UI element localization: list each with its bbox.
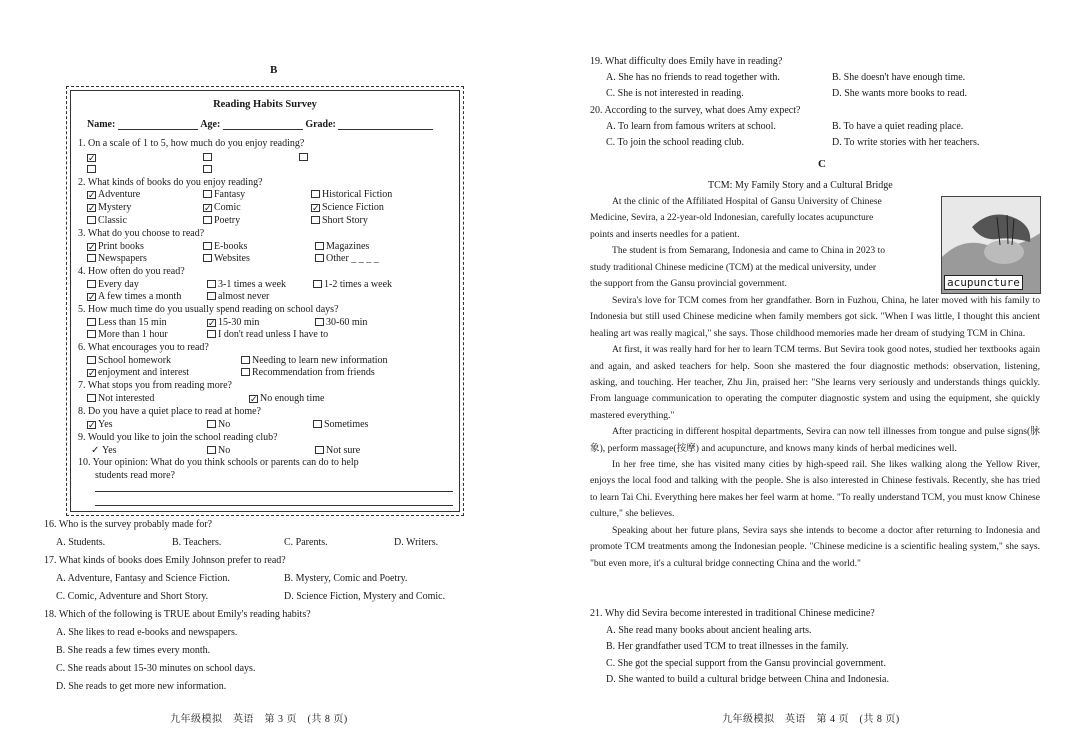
para3: Sevira's love for TCM comes from her grandfather. Born in Fuzhou, China, he later moved with his family to Indonesia but still used Chinese medicine when family members got sick. "When I was little, I thought this ancient healing art was really magical," she says. Those childhood memories made her dream of studying TCM in China. xyxy=(590,295,1040,339)
survey-q3: 3. What do you choose to read? xyxy=(78,228,205,239)
checkbox-icon xyxy=(311,216,320,224)
age-field xyxy=(223,120,303,130)
checkbox-icon xyxy=(203,153,212,161)
q9-not-sure: Not sure xyxy=(315,445,360,456)
q9-no: No xyxy=(207,445,230,456)
checkbox-icon xyxy=(87,318,96,326)
q18-option-c: C. She reads about 15-30 minutes on school days. xyxy=(56,663,256,674)
q18-option-d: D. She reads to get more new information. xyxy=(56,681,227,692)
q20-stem: 20. According to the survey, what does Amy expect? xyxy=(590,105,801,116)
name-label: Name: xyxy=(87,119,116,130)
q2-poetry: Poetry xyxy=(203,215,240,226)
checkmark-icon: ✓ xyxy=(91,445,100,456)
para4: At first, it was really hard for her to learn TCM terms. But Sevira took good notes, studied her textbooks again and again, and asked teachers for help. Soon she mastered the four diagnostic methods: observation, listening, asking, and touching. Her teacher, Zhu Jin, praised her: "She learns very seriously and understands things quickly. From language communication to operating the computer diagnostic system and using the equipment, she quickly mastered everything." xyxy=(590,344,1040,421)
q8-no: No xyxy=(207,419,230,430)
passage-title: TCM: My Family Story and a Cultural Bridge xyxy=(708,180,893,191)
q1-box-1 xyxy=(87,152,98,163)
checkbox-icon xyxy=(299,153,308,161)
checkbox-icon xyxy=(315,242,324,250)
q5-more-1h: More than 1 hour xyxy=(87,329,168,340)
acupuncture-caption: acupuncture xyxy=(944,275,1023,290)
q20-option-c: C. To join the school reading club. xyxy=(606,137,744,148)
q3-other: Other _ _ _ _ xyxy=(315,253,379,264)
q1-box-3 xyxy=(299,152,310,163)
q21-option-a: A. She read many books about ancient healing arts. xyxy=(606,625,812,636)
grade-label: Grade: xyxy=(305,119,336,130)
page-footer-4: 九年级模拟 英语 第 4 页 (共 8 页) xyxy=(722,714,900,725)
checkbox-icon xyxy=(87,280,96,288)
q20-option-b: B. To have a quiet reading place. xyxy=(832,121,964,132)
q3-magazines: Magazines xyxy=(315,241,369,252)
q18-option-b: B. She reads a few times every month. xyxy=(56,645,211,656)
q7-no-time: ✓ No enough time xyxy=(250,393,325,404)
q16-option-c: C. Parents. xyxy=(284,537,328,548)
checkbox-icon xyxy=(87,165,96,173)
q6-enjoyment: ✓ enjoyment and interest xyxy=(88,367,190,378)
para2-line3: the support from the Gansu provincial government. xyxy=(590,278,787,290)
checked-box-icon: ✓ xyxy=(88,292,96,302)
q3-print: ✓ Print books xyxy=(88,241,144,252)
checked-box-icon: ✓ xyxy=(88,203,96,213)
survey-q6: 6. What encourages you to read? xyxy=(78,342,209,353)
checkbox-icon xyxy=(203,190,212,198)
q4-1-2-times: 1-2 times a week xyxy=(313,279,392,290)
q21-option-d: D. She wanted to build a cultural bridge between China and Indonesia. xyxy=(606,674,889,685)
q4-every-day: Every day xyxy=(87,279,139,290)
survey-q7: 7. What stops you from reading more? xyxy=(78,380,232,391)
checkbox-icon xyxy=(207,330,216,338)
q20-option-d: D. To write stories with her teachers. xyxy=(832,137,980,148)
q18-stem: 18. Which of the following is TRUE about Emily's reading habits? xyxy=(44,609,311,620)
survey-q10-line1: 10. Your opinion: What do you think schools or parents can do to help xyxy=(78,457,359,468)
checkbox-icon xyxy=(207,446,216,454)
checked-box-icon: ✓ xyxy=(250,394,258,404)
checkbox-icon xyxy=(315,254,324,262)
survey-q1: 1. On a scale of 1 to 5, how much do you enjoy reading? xyxy=(78,138,305,149)
checkbox-icon xyxy=(203,254,212,262)
q5-30-60: 30-60 min xyxy=(315,317,367,328)
q4-almost-never: almost never xyxy=(207,291,269,302)
q5-less-15: Less than 15 min xyxy=(87,317,167,328)
checkbox-icon xyxy=(203,165,212,173)
para7: Speaking about her future plans, Sevira says she intends to become a doctor after returning to Indonesia and promote TCM treatments among the Indonesian people. "Chinese medicine is a scientific healing system," she says. "but even more, it's a cultural bridge connecting China and the world." xyxy=(590,524,1040,569)
checkbox-icon xyxy=(207,280,216,288)
para5: After practicing in different hospital departments, Sevira can now tell illnesses from tongue and pulse signs(脉象), perform massage(按摩) and acupuncture, and knows many kinds of herbal medicines well. xyxy=(590,426,1040,454)
checkbox-icon xyxy=(313,280,322,288)
section-c-label: C xyxy=(818,158,826,170)
checkbox-icon xyxy=(207,292,216,300)
survey-q8: 8. Do you have a quiet place to read at home? xyxy=(78,406,261,417)
q17-option-d: D. Science Fiction, Mystery and Comic. xyxy=(284,591,446,602)
checkbox-icon xyxy=(87,330,96,338)
q2-adventure: ✓ Adventure xyxy=(88,189,141,200)
q2-comic: ✓ Comic xyxy=(204,202,241,213)
checkbox-icon xyxy=(87,254,96,262)
para1-line2: Medicine, Sevira, a 22-year-old Indonesian, carefully locates acupuncture xyxy=(590,212,874,224)
para2-line2: study traditional Chinese medicine (TCM) at the medical university, under xyxy=(590,261,877,273)
checkbox-icon xyxy=(241,368,250,376)
checkbox-icon xyxy=(207,420,216,428)
section-b-label: B xyxy=(270,64,278,76)
q16-option-d: D. Writers. xyxy=(394,537,439,548)
checkbox-icon xyxy=(87,394,96,402)
q2-classic: Classic xyxy=(87,215,127,226)
q21-stem: 21. Why did Sevira become interested in traditional Chinese medicine? xyxy=(590,608,875,619)
answer-line-1 xyxy=(95,491,453,492)
q21-option-c: C. She got the special support from the Gansu provincial government. xyxy=(606,658,886,669)
checkbox-icon xyxy=(315,318,324,326)
q19-option-d: D. She wants more books to read. xyxy=(832,88,967,99)
survey-q2: 2. What kinds of books do you enjoy reading? xyxy=(78,177,263,188)
q5-dont-read: I don't read unless I have to xyxy=(207,329,328,340)
checkbox-icon xyxy=(241,356,250,364)
checkbox-icon xyxy=(87,216,96,224)
q2-fantasy: Fantasy xyxy=(203,189,245,200)
q3-newspapers: Newspapers xyxy=(87,253,147,264)
checked-box-icon: ✓ xyxy=(88,368,96,378)
checkbox-icon xyxy=(203,242,212,250)
q1-box-5 xyxy=(203,164,214,175)
q4-few-times: ✓ A few times a month xyxy=(88,291,182,302)
checked-box-icon: ✓ xyxy=(312,203,320,213)
q2-scifi: ✓ Science Fiction xyxy=(312,202,384,213)
q6-homework: School homework xyxy=(87,355,171,366)
q4-3-1-times: 3-1 times a week xyxy=(207,279,286,290)
checkbox-icon xyxy=(87,356,96,364)
q6-new-info: Needing to learn new information xyxy=(241,355,388,366)
checkbox-icon xyxy=(203,216,212,224)
q2-mystery: ✓ Mystery xyxy=(88,202,132,213)
para1-line1: At the clinic of the Affiliated Hospital of Gansu University of Chinese xyxy=(612,196,882,207)
q19-option-c: C. She is not interested in reading. xyxy=(606,88,744,99)
q19-option-b: B. She doesn't have enough time. xyxy=(832,72,966,83)
page-footer-3: 九年级模拟 英语 第 3 页 (共 8 页) xyxy=(170,714,348,725)
survey-q5: 5. How much time do you usually spend reading on school days? xyxy=(78,304,339,315)
q1-box-4 xyxy=(87,164,98,175)
checked-box-icon: ✓ xyxy=(208,318,216,328)
q9-yes: ✓ Yes xyxy=(91,445,117,456)
q16-stem: 16. Who is the survey probably made for? xyxy=(44,519,213,530)
passage-body xyxy=(590,293,1040,572)
q16-option-b: B. Teachers. xyxy=(172,537,222,548)
q20-option-a: A. To learn from famous writers at school. xyxy=(606,121,776,132)
para2-line1: The student is from Semarang, Indonesia and came to China in 2023 to xyxy=(612,245,886,257)
name-field xyxy=(118,120,198,130)
checkbox-icon xyxy=(311,190,320,198)
q7-not-interested: Not interested xyxy=(87,393,154,404)
q2-short-story: Short Story xyxy=(311,215,368,226)
checkbox-icon xyxy=(315,446,324,454)
q1-box-2 xyxy=(203,152,214,163)
q19-stem: 19. What difficulty does Emily have in reading? xyxy=(590,56,783,67)
q8-sometimes: Sometimes xyxy=(313,419,368,430)
q6-recommendation: Recommendation from friends xyxy=(241,367,375,378)
checked-box-icon: ✓ xyxy=(88,242,96,252)
q3-websites: Websites xyxy=(203,253,250,264)
reading-habits-survey xyxy=(66,86,464,516)
survey-name-row xyxy=(87,119,433,130)
survey-q4: 4. How often do you read? xyxy=(78,266,185,277)
checked-box-icon: ✓ xyxy=(88,420,96,430)
q17-option-c: C. Comic, Adventure and Short Story. xyxy=(56,591,209,602)
survey-q9: 9. Would you like to join the school reading club? xyxy=(78,432,278,443)
checkbox-icon: ✓ xyxy=(88,153,96,163)
survey-title: Reading Habits Survey xyxy=(213,99,317,110)
q17-stem: 17. What kinds of books does Emily Johnson prefer to read? xyxy=(44,555,286,566)
q5-15-30: ✓ 15-30 min xyxy=(208,317,260,328)
age-label: Age: xyxy=(200,119,221,130)
checked-box-icon: ✓ xyxy=(88,190,96,200)
q2-historical: Historical Fiction xyxy=(311,189,392,200)
q8-yes: ✓ Yes xyxy=(88,419,113,430)
q16-option-a: A. Students. xyxy=(56,537,106,548)
q19-option-a: A. She has no friends to read together with. xyxy=(606,72,780,83)
checkbox-icon xyxy=(313,420,322,428)
checked-box-icon: ✓ xyxy=(204,203,212,213)
survey-q10-line2: students read more? xyxy=(95,470,175,481)
q3-ebooks: E-books xyxy=(203,241,247,252)
grade-field xyxy=(338,120,433,130)
para1-line3: points and inserts needles for a patient. xyxy=(590,228,740,240)
q17-option-b: B. Mystery, Comic and Poetry. xyxy=(284,573,408,584)
answer-line-2 xyxy=(95,505,453,506)
q21-option-b: B. Her grandfather used TCM to treat illnesses in the family. xyxy=(606,641,849,652)
q17-option-a: A. Adventure, Fantasy and Science Fiction. xyxy=(56,573,230,584)
para6: In her free time, she has visited many cities by high-speed rail. She likes walking along the Yellow River, enjoys the local food and talking with the people. She is also interested in Chinese festivals. Recently, she has tried to learn Tai Chi. Everything here makes her feel warm at home. "To really understand TCM, you must know Chinese culture," she believes. xyxy=(590,459,1040,520)
q18-option-a: A. She likes to read e-books and newspapers. xyxy=(56,627,238,638)
